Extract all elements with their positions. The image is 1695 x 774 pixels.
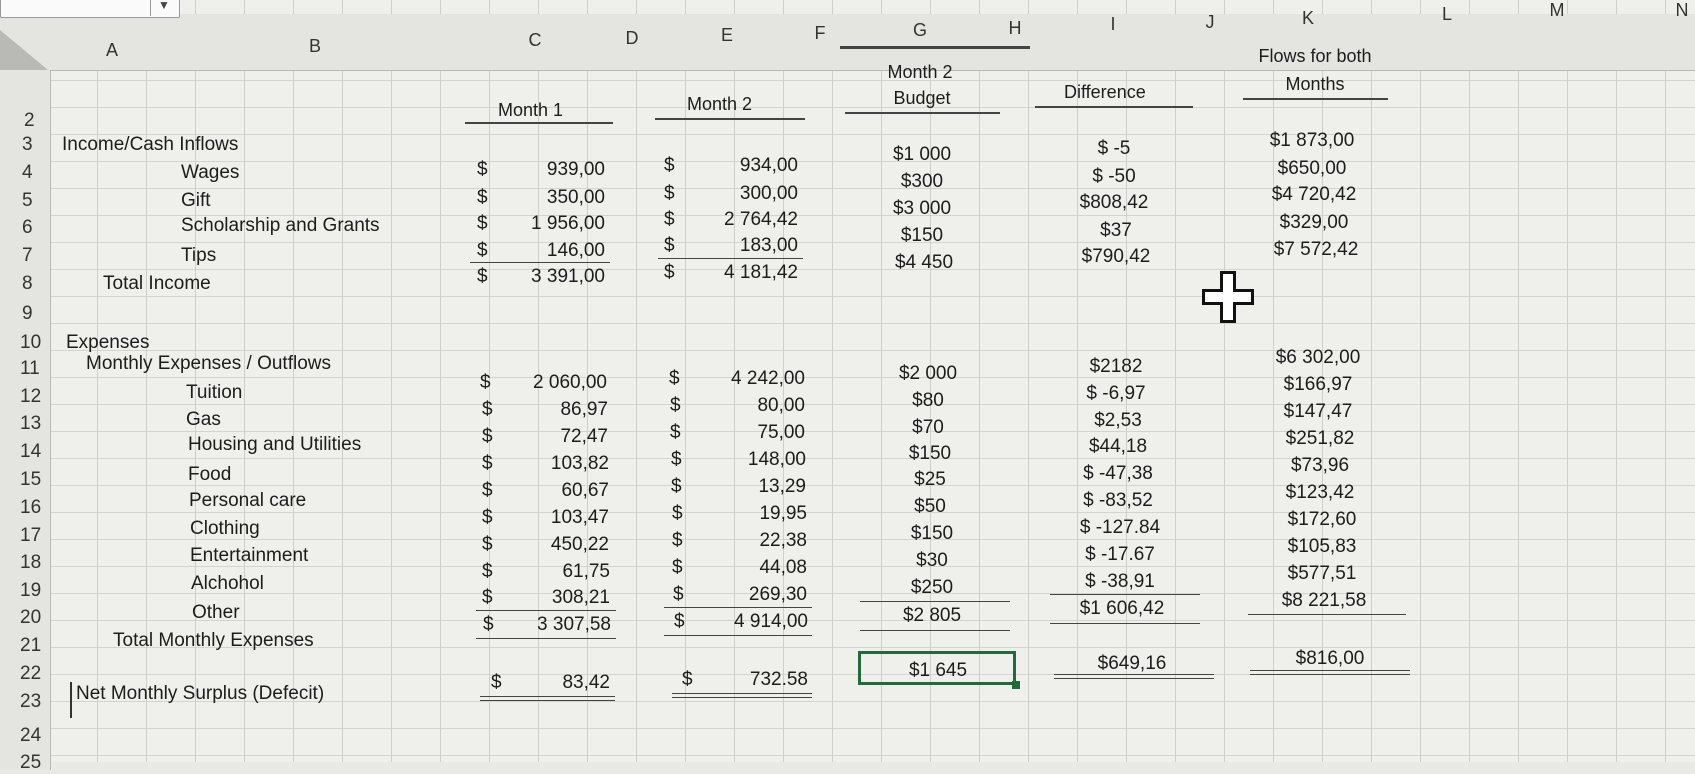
currency-sign: $ <box>477 159 488 180</box>
column-header-b[interactable]: B <box>308 36 322 56</box>
cell-e6[interactable]: 2 764,42 <box>724 209 798 230</box>
header-overline-budget <box>840 46 1030 49</box>
label-entertainment: Entertainment <box>190 545 309 566</box>
cell-i23[interactable]: $649,16 <box>1097 653 1167 674</box>
cell-i13[interactable]: $ -6,97 <box>1086 383 1146 404</box>
cell-g21[interactable]: $2 805 <box>902 605 962 626</box>
currency-sign: $ <box>672 557 683 578</box>
cell-c19[interactable]: 61,75 <box>562 561 610 582</box>
cell-c6[interactable]: 1 956,00 <box>531 213 605 234</box>
header-budget-line-2: Budget <box>893 88 951 108</box>
label-scholarship: Scholarship and Grants <box>181 215 380 236</box>
select-all-corner[interactable] <box>0 30 48 70</box>
cell-i4[interactable]: $ -5 <box>1097 138 1131 159</box>
column-header-bar <box>0 14 1695 71</box>
subtotal-line <box>658 258 803 259</box>
cell-g8[interactable]: $4 450 <box>894 252 954 273</box>
label-wages: Wages <box>181 162 240 183</box>
cell-c17[interactable]: 103,47 <box>550 507 609 528</box>
cell-k23[interactable]: $816,00 <box>1295 648 1365 669</box>
double-underline <box>480 696 615 701</box>
row-header-7[interactable]: 7 <box>22 245 33 266</box>
cell-c12[interactable]: 2 060,00 <box>533 372 607 393</box>
cell-k20[interactable]: $577,51 <box>1287 563 1357 584</box>
cell-select-cursor-icon <box>1196 265 1260 329</box>
currency-sign: $ <box>672 503 683 524</box>
column-header-i[interactable]: I <box>1110 14 1116 34</box>
cell-g20[interactable]: $250 <box>910 577 954 598</box>
header-underline-month1 <box>465 122 613 124</box>
row-header-16[interactable]: 16 <box>20 497 42 518</box>
currency-sign: $ <box>671 449 682 470</box>
column-header-j[interactable]: J <box>1205 12 1215 32</box>
currency-sign: $ <box>482 399 493 420</box>
subtotal-line <box>1050 594 1200 595</box>
cell-k12[interactable]: $6 302,00 <box>1275 347 1361 368</box>
row-header-14[interactable]: 14 <box>20 441 42 462</box>
cell-e12[interactable]: 4 242,00 <box>731 368 805 389</box>
column-header-f[interactable]: F <box>814 23 826 43</box>
currency-sign: $ <box>477 240 488 261</box>
cell-e18[interactable]: 22,38 <box>759 530 807 551</box>
cell-g7[interactable]: $150 <box>900 225 944 246</box>
cell-e21[interactable]: 4 914,00 <box>734 611 808 632</box>
header-flows-line-1: Flows for both <box>1258 46 1372 66</box>
label-income: Income/Cash Inflows <box>62 134 239 155</box>
column-header-n[interactable]: N <box>1675 0 1689 20</box>
header-flows-line-2: Months <box>1285 74 1345 94</box>
label-gift: Gift <box>181 190 211 211</box>
currency-sign: $ <box>477 266 488 287</box>
row-header-20[interactable]: 20 <box>20 607 42 628</box>
row-header-2[interactable]: 2 <box>24 110 35 131</box>
cell-e17[interactable]: 19,95 <box>759 503 807 524</box>
double-underline <box>1250 670 1410 675</box>
row-header-13[interactable]: 13 <box>20 413 42 434</box>
label-other: Other <box>192 602 240 623</box>
currency-sign: $ <box>482 480 493 501</box>
cell-c7[interactable]: 146,00 <box>546 240 605 261</box>
row-header-9[interactable]: 9 <box>22 303 33 324</box>
column-header-c[interactable]: C <box>528 30 542 50</box>
cell-g15[interactable]: $150 <box>908 443 952 464</box>
currency-sign: $ <box>482 534 493 555</box>
column-header-g[interactable]: G <box>912 20 928 40</box>
cell-i15[interactable]: $44,18 <box>1088 436 1148 457</box>
cell-e7[interactable]: 183,00 <box>739 235 798 256</box>
row-header-15[interactable]: 15 <box>20 469 42 490</box>
currency-sign: $ <box>477 213 488 234</box>
cell-c18[interactable]: 450,22 <box>550 534 609 555</box>
currency-sign: $ <box>682 669 693 690</box>
cell-e14[interactable]: 75,00 <box>757 422 805 443</box>
currency-sign: $ <box>669 368 680 389</box>
cell-c8[interactable]: 3 391,00 <box>531 266 605 287</box>
cell-e20[interactable]: 269,30 <box>748 584 807 605</box>
cell-g16[interactable]: $25 <box>914 469 946 490</box>
cell-k15[interactable]: $251,82 <box>1285 428 1355 449</box>
currency-sign: $ <box>671 476 682 497</box>
label-total-expenses: Total Monthly Expenses <box>113 630 314 651</box>
cell-i8[interactable]: $790,42 <box>1081 246 1151 267</box>
currency-sign: $ <box>482 453 493 474</box>
row-header-23[interactable]: 23 <box>20 691 42 712</box>
row-header-6[interactable]: 6 <box>22 217 33 238</box>
cell-i14[interactable]: $2,53 <box>1094 410 1142 431</box>
subtotal-line <box>1248 614 1406 615</box>
cell-k18[interactable]: $172,60 <box>1287 509 1357 530</box>
fill-handle[interactable] <box>1012 681 1020 689</box>
row-header-25[interactable]: 25 <box>20 752 42 773</box>
cell-i19[interactable]: $ -17.67 <box>1085 544 1155 565</box>
cell-i5[interactable]: $ -50 <box>1092 166 1136 187</box>
header-budget-line-1: Month 2 <box>887 62 953 82</box>
cell-e16[interactable]: 13,29 <box>758 476 806 497</box>
cell-c16[interactable]: 60,67 <box>561 480 609 501</box>
column-header-l[interactable]: L <box>1441 4 1453 24</box>
cell-g5[interactable]: $300 <box>900 171 944 192</box>
cell-i20[interactable]: $ -38,91 <box>1085 571 1155 592</box>
subtotal-line <box>860 601 1010 602</box>
cell-g14[interactable]: $70 <box>912 417 944 438</box>
subtotal-line <box>664 607 812 608</box>
label-monthly-expenses: Monthly Expenses / Outflows <box>86 353 331 374</box>
cell-k16[interactable]: $73,96 <box>1290 455 1350 476</box>
row-header-10[interactable]: 10 <box>20 332 42 353</box>
currency-sign: $ <box>670 422 681 443</box>
row-header-4[interactable]: 4 <box>22 162 33 183</box>
header-underline-budget <box>845 112 1000 114</box>
label-personal-care: Personal care <box>189 490 307 511</box>
row-header-3[interactable]: 3 <box>22 134 33 155</box>
cell-k4[interactable]: $1 873,00 <box>1269 130 1355 151</box>
currency-sign: $ <box>664 155 675 176</box>
currency-sign: $ <box>664 235 675 256</box>
cell-c13[interactable]: 86,97 <box>560 399 608 420</box>
row-header-12[interactable]: 12 <box>20 386 42 407</box>
currency-sign: $ <box>491 672 502 693</box>
chevron-down-icon[interactable]: ▼ <box>150 0 177 16</box>
label-tips: Tips <box>181 245 217 266</box>
currency-sign: $ <box>477 187 488 208</box>
cell-g12[interactable]: $2 000 <box>898 363 958 384</box>
row-header-17[interactable]: 17 <box>20 525 42 546</box>
cell-e5[interactable]: 300,00 <box>739 183 798 204</box>
header-difference: Difference <box>1064 82 1146 102</box>
header-month-2: Month 2 <box>687 94 753 114</box>
cell-g23[interactable]: $1 645 <box>908 660 968 681</box>
currency-sign: $ <box>483 614 494 635</box>
cell-k8[interactable]: $7 572,42 <box>1273 239 1359 260</box>
cell-k17[interactable]: $123,42 <box>1285 482 1355 503</box>
label-food: Food <box>188 464 232 485</box>
label-tuition: Tuition <box>186 382 243 403</box>
currency-sign: $ <box>664 262 675 283</box>
subtotal-line <box>476 638 616 639</box>
cell-e4[interactable]: 934,00 <box>739 155 798 176</box>
row-header-21[interactable]: 21 <box>20 635 42 656</box>
cell-c4[interactable]: 939,00 <box>546 159 605 180</box>
subtotal-line <box>664 635 812 636</box>
cell-i21[interactable]: $1 606,42 <box>1079 598 1165 619</box>
cell-i12[interactable]: $2182 <box>1089 356 1143 377</box>
cell-k5[interactable]: $650,00 <box>1277 158 1347 179</box>
row-header-11[interactable]: 11 <box>20 358 40 379</box>
cell-i16[interactable]: $ -47,38 <box>1083 463 1153 484</box>
currency-sign: $ <box>482 507 493 528</box>
header-underline-flows <box>1243 98 1388 100</box>
currency-sign: $ <box>670 395 681 416</box>
label-net-surplus: Net Monthly Surplus (Defecit) <box>76 683 325 704</box>
currency-sign: $ <box>664 209 675 230</box>
label-alchohol: Alchohol <box>191 573 264 594</box>
subtotal-line <box>476 610 616 611</box>
label-expenses: Expenses <box>66 332 150 353</box>
cell-e23[interactable]: 732.58 <box>749 669 808 690</box>
label-housing: Housing and Utilities <box>188 434 362 455</box>
currency-sign: $ <box>674 611 685 632</box>
currency-sign: $ <box>480 372 491 393</box>
row-header-8[interactable]: 8 <box>22 273 33 294</box>
cell-c15[interactable]: 103,82 <box>550 453 609 474</box>
cell-k7[interactable]: $329,00 <box>1279 212 1349 233</box>
header-underline-month2 <box>655 118 805 120</box>
cell-g6[interactable]: $3 000 <box>892 198 952 219</box>
subtotal-line <box>860 630 1010 631</box>
currency-sign: $ <box>664 183 675 204</box>
cell-k14[interactable]: $147,47 <box>1283 401 1353 422</box>
cell-k13[interactable]: $166,97 <box>1283 374 1353 395</box>
cell-g4[interactable]: $1 000 <box>892 144 952 165</box>
double-underline <box>1054 674 1214 679</box>
cell-c5[interactable]: 350,00 <box>546 187 605 208</box>
column-header-h[interactable]: H <box>1008 18 1022 38</box>
header-underline-difference <box>1035 106 1193 108</box>
cell-c20[interactable]: 308,21 <box>551 587 610 608</box>
cell-k19[interactable]: $105,83 <box>1287 536 1357 557</box>
column-header-k[interactable]: K <box>1301 8 1315 28</box>
cell-i7[interactable]: $37 <box>1100 220 1132 241</box>
cell-e13[interactable]: 80,00 <box>757 395 805 416</box>
label-gas: Gas <box>186 409 221 430</box>
cell-border-a23 <box>70 682 72 718</box>
row-header-22[interactable]: 22 <box>20 663 42 684</box>
cell-i18[interactable]: $ -127.84 <box>1079 517 1161 538</box>
row-header-5[interactable]: 5 <box>22 190 33 211</box>
cell-i6[interactable]: $808,42 <box>1079 192 1149 213</box>
column-header-d[interactable]: D <box>625 28 639 48</box>
cell-g18[interactable]: $150 <box>910 523 954 544</box>
currency-sign: $ <box>672 530 683 551</box>
cell-g19[interactable]: $30 <box>916 550 948 571</box>
cell-g13[interactable]: $80 <box>912 390 944 411</box>
currency-sign: $ <box>482 561 493 582</box>
row-header-18[interactable]: 18 <box>20 552 42 573</box>
subtotal-line <box>470 262 610 263</box>
double-underline <box>672 693 812 698</box>
subtotal-line <box>1050 623 1200 624</box>
cell-i17[interactable]: $ -83,52 <box>1083 490 1153 511</box>
cell-e15[interactable]: 148,00 <box>747 449 806 470</box>
cell-k21[interactable]: $8 221,58 <box>1281 590 1367 611</box>
cell-k6[interactable]: $4 720,42 <box>1271 184 1357 205</box>
currency-sign: $ <box>673 584 684 605</box>
row-header-24[interactable]: 24 <box>20 725 42 746</box>
cell-e19[interactable]: 44,08 <box>759 557 807 578</box>
header-month-1: Month 1 <box>498 100 564 120</box>
cell-e8[interactable]: 4 181,42 <box>724 262 798 283</box>
column-header-m[interactable]: M <box>1549 0 1565 20</box>
column-header-a[interactable]: A <box>105 40 119 60</box>
label-total-income: Total Income <box>103 273 211 294</box>
currency-sign: $ <box>482 587 493 608</box>
row-header-19[interactable]: 19 <box>20 580 42 601</box>
cell-c23[interactable]: 83,42 <box>562 672 610 693</box>
cell-c14[interactable]: 72,47 <box>560 426 608 447</box>
cell-g17[interactable]: $50 <box>914 496 946 517</box>
column-header-e[interactable]: E <box>720 25 734 45</box>
currency-sign: $ <box>482 426 493 447</box>
cell-c21[interactable]: 3 307,58 <box>537 614 611 635</box>
label-clothing: Clothing <box>190 518 260 539</box>
